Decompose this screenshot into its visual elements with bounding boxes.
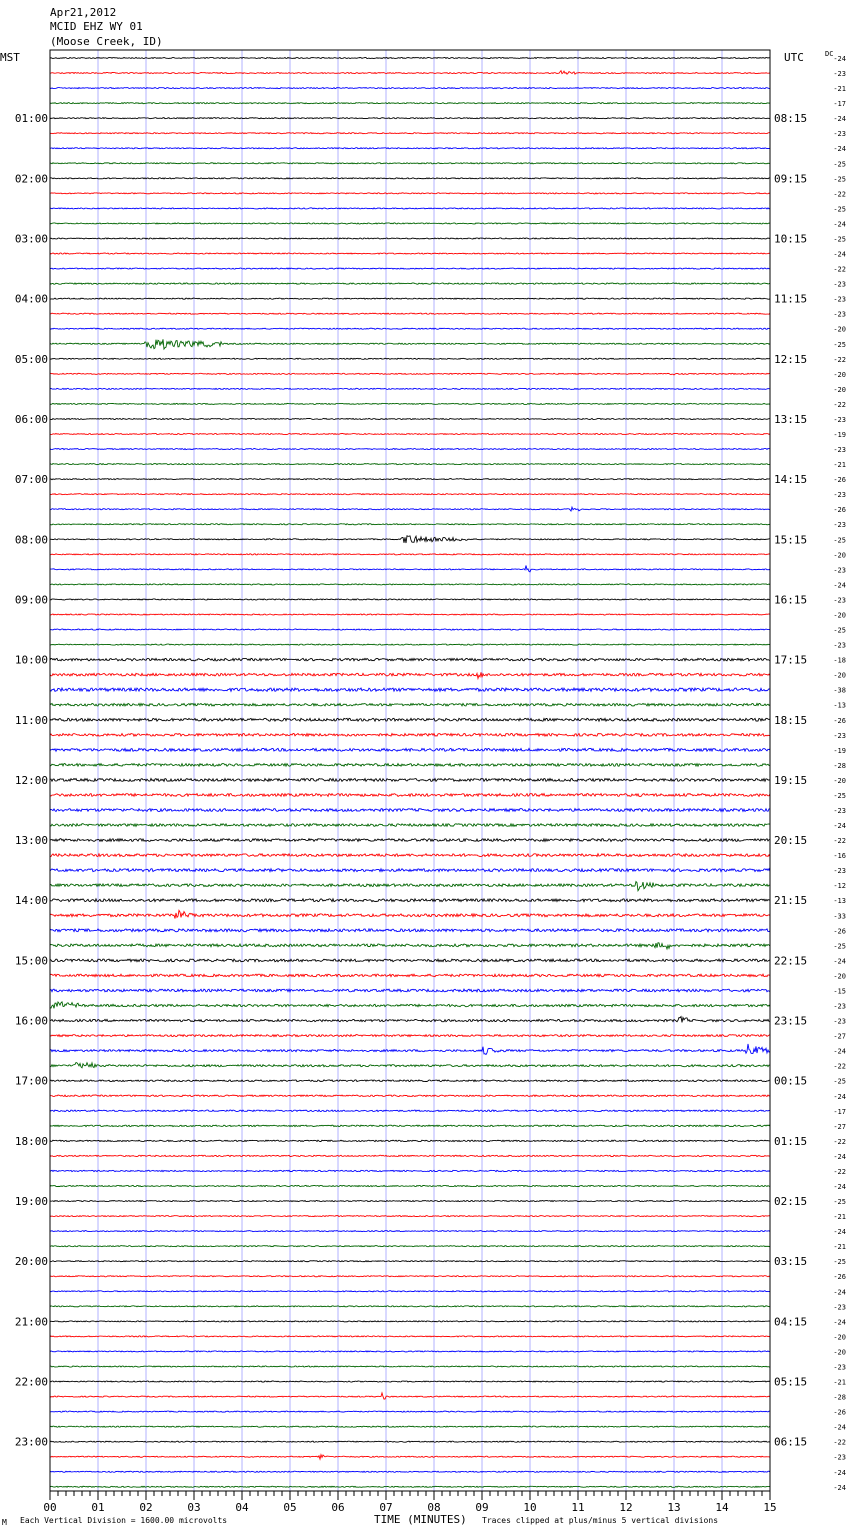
x-tick-label: 07 [379,1501,393,1514]
trace-22 [50,388,770,389]
trace-91 [50,1426,770,1427]
right-hour-label: 14:15 [774,473,808,487]
dc-offset-label: -25 [833,536,846,545]
dc-offset-label: -24 [833,220,846,229]
trace-5 [50,133,770,134]
trace-37 [50,614,770,615]
trace-86 [50,1351,770,1352]
left-hour-label: 21:00 [14,1315,48,1329]
dc-offset-label: -22 [833,355,846,364]
dc-offset-label: -13 [833,701,846,710]
trace-46 [50,748,770,751]
left-hour-label: 13:00 [14,834,48,848]
left-hour-label: 14:00 [14,894,48,908]
left-hour-label: 01:00 [14,112,48,126]
dc-offset-label: -28 [833,761,846,770]
x-tick-label: 05 [283,1501,297,1514]
trace-2 [50,88,770,89]
trace-63 [50,1002,770,1008]
trace-0 [50,57,770,58]
trace-76 [50,1200,770,1201]
trace-32 [50,536,770,543]
dc-offset-label: -23 [833,641,846,650]
trace-25 [50,433,770,434]
dc-offset-label: -23 [833,446,846,455]
dc-offset-label: -25 [833,1077,846,1086]
left-hour-label: 02:00 [14,172,48,186]
trace-92 [50,1441,770,1442]
trace-19 [50,339,770,349]
trace-80 [50,1261,770,1262]
dc-offset-label: -24 [833,1468,846,1477]
left-hour-label: 16:00 [14,1014,48,1028]
dc-offset-label: -20 [833,1348,846,1357]
left-hour-label: 12:00 [14,773,48,787]
dc-offset-label: -23 [833,521,846,530]
dc-offset-label: -22 [833,190,846,199]
trace-71 [50,1125,770,1127]
right-hour-label: 11:15 [774,292,808,306]
dc-offset-label: -21 [833,1378,846,1387]
left-hour-label: 05:00 [14,352,48,366]
trace-20 [50,358,770,359]
right-zone-label: UTC [784,51,804,64]
x-tick-label: 12 [619,1501,633,1514]
trace-65 [50,1035,770,1037]
right-hour-label: 15:15 [774,533,808,547]
right-hour-label: 05:15 [774,1375,808,1389]
dc-offset-label: -24 [833,822,846,831]
dc-offset-label: -15 [833,987,846,996]
left-zone-label: MST [0,51,20,64]
trace-26 [50,448,770,449]
trace-87 [50,1366,770,1367]
dc-offset-label: -23 [833,566,846,575]
right-hour-label: 00:15 [774,1074,808,1088]
trace-43 [50,703,770,706]
right-hour-label: 08:15 [774,112,808,126]
trace-17 [50,313,770,314]
trace-51 [50,824,770,827]
right-hour-label: 20:15 [774,834,808,848]
trace-73 [50,1155,770,1156]
header-location: (Moose Creek, ID) [50,35,163,48]
dc-offset-label: -33 [833,912,846,921]
trace-38 [50,629,770,630]
left-hour-label: 10:00 [14,653,48,667]
left-hour-label: 18:00 [14,1134,48,1148]
dc-offset-label: -24 [833,250,846,259]
left-hour-label: 17:00 [14,1074,48,1088]
trace-68 [50,1080,770,1082]
trace-57 [50,910,770,918]
trace-95 [50,1486,770,1487]
dc-offset-label: -24 [833,1092,846,1101]
dc-offset-label: -22 [833,1137,846,1146]
dc-offset-label: -25 [833,791,846,800]
right-hour-label: 04:15 [774,1315,808,1329]
dc-offset-label: -27 [833,1032,846,1041]
right-hour-label: 02:15 [774,1195,808,1209]
traces [50,57,770,1487]
dc-offset-label: -16 [833,852,846,861]
footer-marker: M [2,1518,7,1527]
right-hour-label: 19:15 [774,773,808,787]
x-tick-label: 10 [523,1501,537,1514]
dc-offset-label: -24 [833,1423,846,1432]
dc-offset-label: -21 [833,1243,846,1252]
right-hour-label: 21:15 [774,894,808,908]
dc-offset-label: -20 [833,551,846,560]
trace-39 [50,644,770,645]
left-hour-label: 09:00 [14,593,48,607]
dc-offset-label: -22 [833,1167,846,1176]
trace-83 [50,1306,770,1307]
trace-81 [50,1276,770,1277]
trace-84 [50,1321,770,1322]
left-hour-label: 20:00 [14,1255,48,1269]
plot-frame [50,50,770,1491]
trace-59 [50,943,770,949]
trace-62 [50,989,770,992]
left-hour-label: 08:00 [14,533,48,547]
right-hour-label: 12:15 [774,352,808,366]
dc-offset-label: -13 [833,897,846,906]
trace-27 [50,464,770,465]
trace-66 [50,1044,770,1055]
trace-42 [50,688,770,691]
trace-14 [50,268,770,269]
left-hour-label: 15:00 [14,954,48,968]
dc-offset-label: -22 [833,1438,846,1447]
left-hour-labels [15,112,48,1449]
trace-3 [50,103,770,104]
dc-offset-label: -23 [833,807,846,815]
dc-offset-label: -23 [833,295,846,304]
dc-offset-label: -17 [833,1107,846,1116]
x-tick-label: 09 [475,1501,489,1514]
dc-offset-label: -24 [833,581,846,590]
dc-offset-label: -20 [833,325,846,334]
right-hour-label: 10:15 [774,232,808,246]
trace-77 [50,1216,770,1217]
dc-offset-label: -20 [833,972,846,981]
right-hour-labels [774,112,807,1449]
trace-49 [50,794,770,797]
x-tick-label: 11 [571,1501,585,1514]
dc-offset-label: -24 [833,55,846,63]
right-hour-label: 13:15 [774,412,808,426]
dc-offset-label: -23 [833,310,846,319]
trace-11 [50,223,770,224]
dc-offset-label: -27 [833,1122,846,1131]
trace-1 [50,71,770,75]
dc-offset-label: -22 [833,837,846,846]
x-tick-label: 00 [43,1501,57,1514]
dc-offset-label: -25 [833,160,846,169]
trace-36 [50,599,770,600]
x-tick-label: 03 [187,1501,201,1514]
right-hour-label: 16:15 [774,593,808,607]
header [50,6,163,48]
dc-offset-label: -20 [833,385,846,394]
dc-offset-label: -28 [833,1393,846,1402]
trace-29 [50,494,770,495]
dc-offset-label: -24 [833,1228,846,1237]
dc-offset-label: -24 [833,1047,846,1056]
x-tick-label: 04 [235,1501,249,1514]
trace-15 [50,283,770,284]
x-axis [43,1491,776,1514]
dc-offset-label: -24 [833,115,846,124]
dc-offset-label: -25 [833,340,846,349]
dc-offset-label: -26 [833,1408,846,1417]
trace-44 [50,718,770,721]
trace-69 [50,1095,770,1097]
trace-55 [50,882,770,891]
dc-offset-label: -19 [833,746,846,755]
header-date: Apr21,2012 [50,6,117,19]
dc-offset-label: -25 [833,942,846,951]
trace-9 [50,193,770,194]
dc-offset-label: -25 [833,1198,846,1207]
trace-79 [50,1246,770,1247]
dc-offset-label: -20 [833,776,846,785]
trace-56 [50,899,770,902]
dc-offset-label: -17 [833,100,846,109]
dc-offset-label: -23 [833,491,846,500]
dc-offset-label: -20 [833,370,846,379]
left-hour-label: 07:00 [14,473,48,487]
trace-7 [50,163,770,164]
dc-offset-label: -23 [833,415,846,424]
trace-52 [50,839,770,842]
trace-18 [50,328,770,329]
x-tick-label: 08 [427,1501,441,1514]
left-hour-label: 03:00 [14,232,48,246]
trace-24 [50,418,770,419]
dc-offset-label: -22 [833,1062,846,1071]
dc-offset-label: -24 [833,1183,846,1191]
dc-offset-label: -24 [833,1318,846,1327]
right-hour-label: 23:15 [774,1014,808,1028]
trace-53 [50,854,770,857]
trace-50 [50,809,770,812]
left-hour-label: 22:00 [14,1375,48,1389]
dc-offset-label: -23 [833,1363,846,1372]
trace-41 [50,672,770,678]
trace-48 [50,779,770,782]
dc-offset-label: -24 [833,1288,846,1297]
trace-58 [50,929,770,932]
dc-offset-label: -23 [833,1017,846,1026]
dc-offset-label: -23 [833,1303,846,1312]
trace-28 [50,479,770,480]
trace-40 [50,658,770,660]
x-axis-title: TIME (MINUTES) [374,1513,467,1526]
dc-offset-label: -22 [833,400,846,409]
dc-offset-label: -24 [833,1152,846,1161]
trace-75 [50,1185,770,1186]
dc-offset-label: -24 [833,145,846,154]
trace-61 [50,974,770,977]
trace-90 [50,1411,770,1412]
trace-78 [50,1231,770,1232]
trace-12 [50,238,770,239]
dc-heading: DC [825,50,834,58]
trace-67 [50,1063,770,1068]
trace-21 [50,373,770,375]
dc-offset-label: -21 [833,461,846,470]
dc-offset-label: -25 [833,235,846,244]
x-tick-label: 13 [667,1501,681,1514]
left-hour-label: 19:00 [14,1195,48,1209]
dc-offset-label: -21 [833,85,846,94]
header-station: MCID EHZ WY 01 [50,20,143,33]
right-hour-label: 06:15 [774,1435,808,1449]
trace-33 [50,554,770,555]
dc-offset-label: -24 [833,1483,846,1492]
dc-offset-label: -26 [833,1273,846,1282]
trace-34 [50,565,770,571]
dc-offset-label: -23 [833,731,846,740]
dc-offset-label: -26 [833,716,846,725]
dc-offset-label: -25 [833,1258,846,1267]
trace-60 [50,959,770,962]
dc-offset-label: -23 [833,130,846,139]
trace-85 [50,1336,770,1337]
dc-offset-label: -23 [833,867,846,876]
trace-89 [50,1393,770,1399]
dc-offset-label: -26 [833,506,846,515]
right-hour-label: 22:15 [774,954,808,968]
dc-offset-label: -20 [833,1333,846,1342]
dc-offset-label: -20 [833,671,846,680]
scale-note: Each Vertical Division = 1600.00 microvolts [20,1516,228,1525]
right-hour-label: 03:15 [774,1255,808,1269]
trace-8 [50,178,770,179]
dc-offset-label: -23 [833,280,846,289]
trace-70 [50,1110,770,1112]
x-tick-label: 02 [139,1501,153,1514]
trace-64 [50,1017,770,1023]
x-tick-label: 14 [715,1501,729,1514]
clip-note: Traces clipped at plus/minus 5 vertical divisions [482,1516,719,1525]
trace-16 [50,298,770,299]
trace-88 [50,1381,770,1382]
trace-13 [50,253,770,254]
dc-offset-label: -25 [833,175,846,184]
right-hour-label: 01:15 [774,1134,808,1148]
dc-offset-label: -23 [833,1002,846,1011]
dc-offset-label: -19 [833,431,846,439]
dc-offset-label: -26 [833,476,846,485]
trace-4 [50,118,770,119]
dc-offset-label: -26 [833,927,846,936]
right-hour-label: 18:15 [774,713,808,727]
trace-10 [50,208,770,209]
trace-54 [50,869,770,872]
x-tick-label: 15 [763,1501,777,1514]
left-hour-label: 04:00 [14,292,48,306]
left-hour-label: 11:00 [14,713,48,727]
grid [98,50,722,1491]
dc-offset-label: -38 [833,686,846,695]
trace-47 [50,764,770,767]
trace-31 [50,524,770,525]
trace-82 [50,1291,770,1292]
x-tick-label: 01 [91,1501,105,1514]
trace-45 [50,733,770,736]
right-hour-label: 17:15 [774,653,808,667]
trace-6 [50,148,770,149]
dc-offset-label: -22 [833,265,846,274]
x-tick-label: 06 [331,1501,345,1514]
left-hour-label: 06:00 [14,412,48,426]
dc-offset-label: -20 [833,611,846,620]
dc-offset-label: -25 [833,626,846,635]
dc-offset-label: -18 [833,656,846,665]
dc-offset-label: -23 [833,70,846,79]
trace-23 [50,403,770,404]
dc-offset-label: -12 [833,882,846,891]
dc-offset-label: -25 [833,205,846,214]
dc-offset-label: -24 [833,957,846,966]
trace-94 [50,1471,770,1472]
trace-72 [50,1140,770,1141]
trace-93 [50,1455,770,1459]
left-hour-label: 23:00 [14,1435,48,1449]
footer [2,1513,718,1527]
trace-35 [50,584,770,585]
trace-74 [50,1170,770,1171]
trace-30 [50,507,770,511]
dc-offset-label: -23 [833,596,846,605]
dc-offset-label: -21 [833,1213,846,1222]
dc-offset-labels [833,55,846,1492]
dc-offset-label: -23 [833,1453,846,1462]
right-hour-label: 09:15 [774,172,808,186]
